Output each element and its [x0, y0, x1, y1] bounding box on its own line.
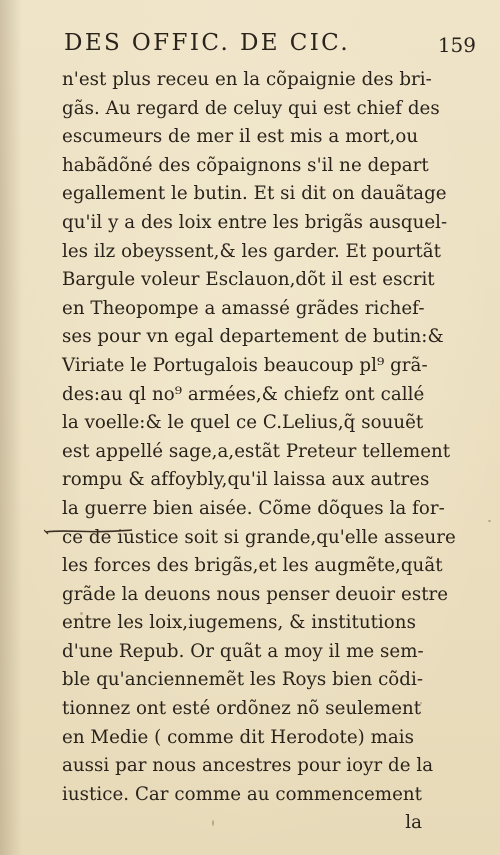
text-line: n'est plus receu en la cõpaignie des bri- — [62, 69, 432, 90]
text-line: les ilz obeyssent,& les garder. Et pourtãt — [62, 240, 441, 262]
text-line: escumeurs de mer il est mis a mort,ou — [62, 126, 419, 148]
text-line: iustice. Car comme au commencement — [62, 783, 423, 805]
gutter-shadow — [0, 0, 22, 855]
text-line: est appellé sage,a,estãt Preteur tellement — [62, 440, 451, 462]
text-line: d'une Repub. Or quãt a moy il me sem- — [62, 640, 424, 662]
catchword: la — [405, 812, 422, 834]
text-line: la voelle:& le quel ce C.Lelius,q̃ souuẽt — [62, 412, 424, 434]
body-text — [62, 66, 456, 838]
ink-underline-mark — [44, 526, 134, 536]
text-line: qu'il y a des loix entre les brigãs ausquel- — [62, 211, 448, 233]
text-line: rompu & affoybly,qu'il laissa aux autres — [62, 469, 430, 491]
text-line: ses pour vn egal departement de butin:& — [62, 326, 444, 348]
text-line: Viriate le Portugalois beaucoup pl⁹ grã- — [62, 354, 428, 376]
text-line: les forces des brigãs,et les augmẽte,quãt — [62, 555, 443, 577]
text-line: aussi par nous ancestres pour ioyr de la — [62, 755, 434, 777]
text-line: egallement le butin. Et si dit on dauãtage — [62, 183, 447, 205]
text-line: entre les loix,iugemens, & institutions — [62, 612, 416, 634]
text-line: grãde la deuons nous penser deuoir estre — [62, 583, 449, 605]
text-line: gãs. Au regard de celuy qui est chief des — [62, 97, 440, 119]
text-line: des:au ql no⁹ armées,& chiefz ont callé — [62, 383, 425, 405]
text-line: en Theopompe a amassé grãdes richef- — [62, 297, 425, 319]
page-number: 159 — [437, 33, 476, 57]
page-header — [64, 30, 476, 60]
text-line: tionnez ont esté ordõnez nõ seulement — [62, 698, 422, 720]
text-line: ble qu'anciennemẽt les Roys bien cõdi- — [62, 669, 424, 691]
text-line: habãdõné des cõpaignons s'il ne depart — [62, 154, 429, 176]
running-title: DES OFFIC. DE CIC. — [64, 30, 351, 56]
text-line: ce de iustice soit si grande,qu'elle asseure — [62, 526, 456, 548]
text-line: Bargule voleur Esclauon,dõt il est escrit — [62, 269, 435, 291]
text-line: en Medie ( comme dit Herodote) mais — [62, 726, 415, 748]
text-line: la guerre bien aisée. Cõme dõques la for- — [62, 497, 445, 519]
